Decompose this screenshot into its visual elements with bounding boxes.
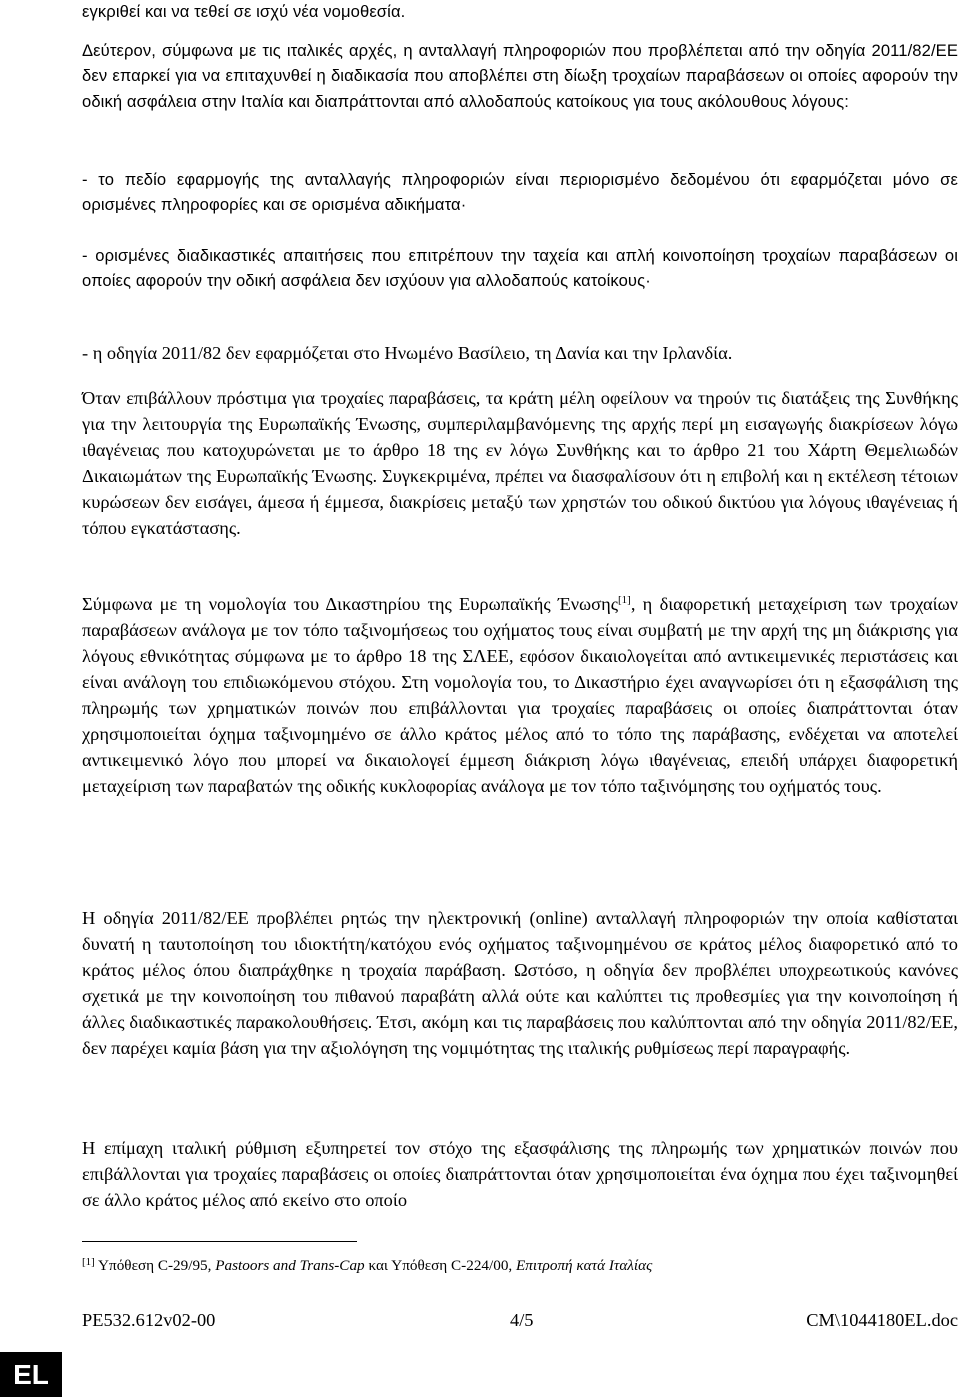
case-law-text-rest: , η διαφορετική μεταχείριση των τροχαίων παραβάσεων ανάλογα με τον τόπο ταξινομήσεως του οχήματος τους είναι συμβατή με την αρχή της μη διάκρισης για λόγους εθνικότητας σύμφωνα με το άρθρο 18 της ΣΛΕΕ, εφόσον δικαιολογείται από αντικειμενικές περιστάσεις και είναι ανάλογη του επιδιωκόμενου στόχου. Στη νομολογία του, το Δικαστήριο έχει αναγνωρίσει ότι η εξασφάλιση της πληρωμής των χρηματικών ποινών που επιβάλλονται για τροχαίες παραβάσεις οι οποίες διαπράττονται όταν χρησιμοποιείται όχημα ταξινομημένο σε άλλο κράτος μέλος από το τόπο της παράβασης, ενδέχεται να αποτελεί αντικειμενικό λόγο που μπορεί να δικαιολογεί έμμεση διάκριση λόγω ιθαγένειας, επειδή υπάρχει διαφορετική μεταχείριση των παραβατών της οδικής κυκλοφορίας ανάλογα με τον τόπο ταξινόμησης του οχήματός τους. bbox=[82, 594, 959, 796]
paragraph-intro-tail: εγκριθεί και να τεθεί σε ισχύ νέα νομοθεσία. bbox=[82, 2, 406, 21]
paragraph-italian-rule: Η επίμαχη ιταλική ρύθμιση εξυπηρετεί τον στόχο της εξασφάλισης της πληρωμής των χρηματικών ποινών που επιβάλλονται για τροχαίες παραβάσεις οι οποίες διαπράττονται όταν χρησιμοποιείται ένα όχημα που έχει ταξινομηθεί σε άλλο κράτος μέλος από εκείνο στο οποίο bbox=[82, 1138, 958, 1210]
footer-page-number: 4/5 bbox=[510, 1310, 534, 1330]
page-footer bbox=[82, 1310, 958, 1334]
footnote-marker: [1] bbox=[82, 1256, 95, 1268]
footer-reference: PE532.612v02-00 bbox=[82, 1310, 216, 1330]
bullet-territorial: - η οδηγία 2011/82 δεν εφαρμόζεται στο Ηνωμένο Βασίλειο, τη Δανία και την Ιρλανδία. bbox=[82, 343, 733, 363]
paragraph-directive: Η οδηγία 2011/82/ΕΕ προβλέπει ρητώς την ηλεκτρονική (online) ανταλλαγή πληροφοριών την οποία καθίσταται δυνατή η ταυτοποίηση του ιδιοκτήτη/κατόχου ενός οχήματος ταξινομημένου σε κράτος μέλος διαφορετικό από το κράτος μέλος όπου διαπράχθηκε η τροχαία παράβαση. Ωστόσο, η οδηγία δεν προβλέπει υποχρεωτικούς κανόνες σχετικά με την κοινοποίηση του πιθανού παραβάτη αλλά ούτε και καλύπτει τις προθεσμίες για την κοινοποίηση ή άλλες διαδικαστικές παρακολουθήσεις. Έτσι, ακόμη και τις παραβάσεις που καλύπτονται από την οδηγία 2011/82/ΕΕ, δεν παρέχει καμία βάση για την αξιολόγηση της νομιμότητας της ιταλικής ρυθμίσεως περί παραγραφής. bbox=[82, 908, 958, 1058]
footnote-text-1: Υπόθεση C-29/95, bbox=[94, 1257, 216, 1274]
paragraph-second-reason: Δεύτερον, σύμφωνα με τις ιταλικές αρχές, η ανταλλαγή πληροφοριών που προβλέπεται από την οδηγία 2011/82/ΕΕ δεν επαρκεί για να επιταχυνθεί η διαδικασία που αποβλέπει στη δίωξη τροχαίων παραβάσεων οι οποίες αφορούν την οδική ασφάλεια στην Ιταλία και διαπράττονται από αλλοδαπούς κατοίκους για τους ακόλουθους λόγους: bbox=[82, 41, 958, 111]
bullet-procedural: - ορισμένες διαδικαστικές απαιτήσεις που επιτρέπουν την ταχεία και απλή κοινοποίηση τροχαίων παραβάσεων οι οποίες αφορούν την οδική ασφάλεια δεν ισχύουν για αλλοδαπούς κατοίκους· bbox=[82, 246, 958, 291]
footnote-case-2: Επιτροπή κατά Ιταλίας bbox=[516, 1257, 653, 1274]
language-tag: EL bbox=[0, 1352, 62, 1397]
footnote-text-2: και Υπόθεση C-224/00, bbox=[364, 1257, 517, 1274]
paragraph-fines: Όταν επιβάλλουν πρόστιμα για τροχαίες παραβάσεις, τα κράτη μέλη οφείλουν να τηρούν τις διατάξεις της Συνθήκης για την λειτουργία της Ευρωπαϊκής Ένωσης, συμπεριλαμβανόμενης της αρχής περί μη εισαγωγής διακρίσεων λόγω ιθαγένειας που κατοχυρώνεται με το άρθρο 18 της εν λόγω Συνθήκης και το άρθρο 21 του Χάρτη Θεμελιωδών Δικαιωμάτων της Ευρωπαϊκής Ένωσης. Συγκεκριμένα, πρέπει να διασφαλίσουν ότι η επιβολή και η εκτέλεση τέτοιων κυρώσεων δεν εισάγει, άμεσα ή έμμεσα, διακρίσεις μεταξύ των χρηστών του οδικού δικτύου για λόγους ιθαγένειας ή τόπου εγκατάστασης. bbox=[82, 388, 958, 538]
footnote-reference[interactable]: [1] bbox=[617, 594, 631, 606]
footnote bbox=[82, 1256, 652, 1276]
case-law-text-start: Σύμφωνα με τη νομολογία του Δικαστηρίου της Ευρωπαϊκής Ένωσης bbox=[82, 594, 618, 614]
footnote-separator bbox=[82, 1241, 357, 1242]
bullet-scope: - το πεδίο εφαρμογής της ανταλλαγής πληροφοριών είναι περιορισμένο δεδομένου ότι εφαρμόζεται μόνο σε ορισμένες πληροφορίες και σε ορισμένα αδικήματα· bbox=[82, 170, 958, 215]
footer-document-id: CM\1044180EL.doc bbox=[806, 1310, 958, 1330]
paragraph-case-law bbox=[82, 591, 958, 799]
footnote-case-1: Pastoors and Trans-Cap bbox=[215, 1257, 365, 1274]
